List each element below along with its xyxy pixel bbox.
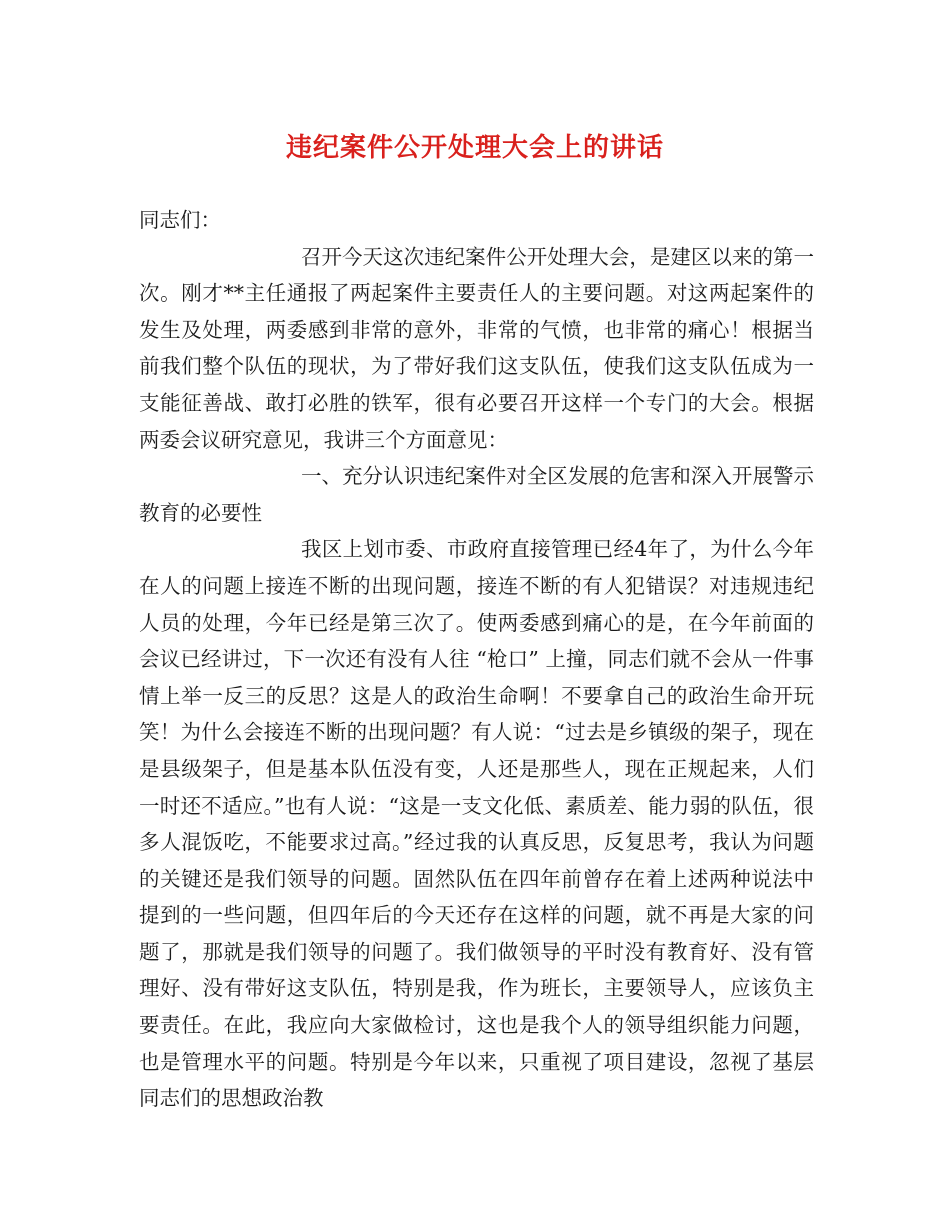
section-heading-1: 一、充分认识违纪案件对全区发展的危害和深入开展警示教育的必要性 — [139, 464, 814, 525]
paragraph-opening: 召开今天这次违纪案件公开处理大会，是建区以来的第一次。刚才**主任通报了两起案件主要责任人的主要问题。对这两起案件的发生及处理，两委感到非常的意外，非常的气愤，也非常的痛心！根据当前我们整个队伍的现状，为了带好我们这支队伍，使我们这支队伍成为一支能征善战、敢打必胜的铁军，很有必要召开这样一个专门的大会。根据两委会议研究意见，我讲三个方面意见： — [139, 244, 814, 452]
salutation: 同志们： — [139, 208, 221, 232]
document-title: 违纪案件公开处理大会上的讲话 — [285, 133, 664, 163]
paragraph-section-1: 我区上划市委、市政府直接管理已经4年了，为什么今年在人的问题上接连不断的出现问题，接连不断的有人犯错误？对违规违纪人员的处理，今年已经是第三次了。使两委感到痛心的是，在今年前面的会议已经讲过，下一次还有没有人往 “枪口” 上撞，同志们就不会从一件事情上举一反三的反思？这是人的政治生命啊！不要拿自己的政治生命开玩笑！为什么会接连不断的出现问题？有人说：“过去是乡镇级的架子，现在是县级架子，但是基本队伍没有变，人还是那些人，现在正规起来，人们一时还不适应。”也有人说：“这是一支文化低、素质差、能力弱的队伍，很多人混饭吃，不能要求过高。”经过我的认真反思，反复思考，我认为问题的关键还是我们领导的问题。固然队伍在四年前曾存在着上述两种说法中提到的一些问题，但四年后的今天还存在这样的问题，就不再是大家的问题了，那就是我们领导的问题了。我们做领导的平时没有教育好、没有管理好、没有带好这支队伍，特别是我，作为班长，主要领导人，应该负主要责任。在此，我应向大家做检讨，这也是我个人的领导组织能力问题，也是管理水平的问题。特别是今年以来，只重视了项目建设，忽视了基层同志们的思想政治教 — [139, 537, 814, 1111]
document-body — [139, 202, 814, 1117]
